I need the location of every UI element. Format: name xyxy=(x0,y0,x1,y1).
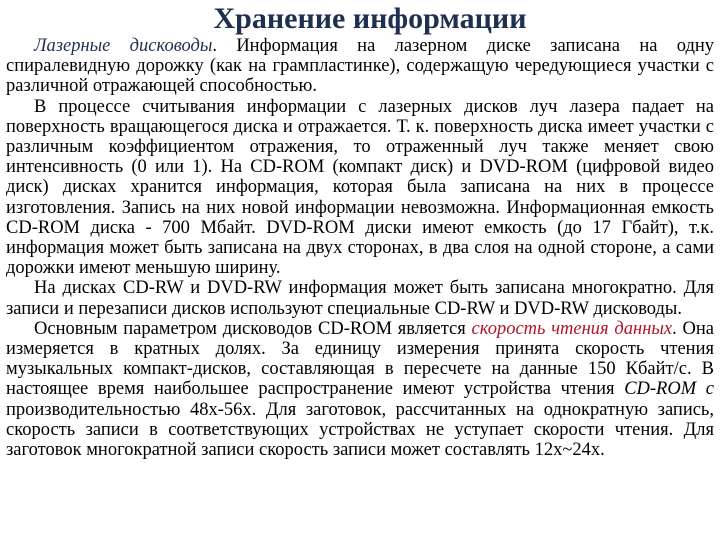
paragraph-text: На дисках CD-RW и DVD-RW информация может быть записана многократно. Для записи и перезаписи дисков используют специальные CD-RW и DVD-RW дисководы. xyxy=(6,278,714,319)
paragraph-laser-drives xyxy=(6,36,714,97)
paragraph-text: производительностью 48х-56х. Для заготовок, рассчитанных на однократную запись, скорость записи в соответствующих устройствах не уступает скорости чтения. Для заготовок многократной записи скорость записи может составлять 12х~24х. xyxy=(6,399,714,461)
paragraph-text: . Информация на лазерном диске записана на одну спиралевидную дорожку (как на грампластинке), содержащую чередующиеся участки с различной отражающей способностью. xyxy=(6,36,715,97)
paragraph-rewritable xyxy=(6,278,714,318)
paragraph-text: В процессе считывания информации с лазерных дисков луч лазера падает на поверхность вращающегося диска и отражается. Т. к. поверхность диска имеет участки с различным коэффициентом отражения, то отраженный луч также меняет свою интенсивность (0 или 1). На CD-ROM (компакт диск) и DVD-ROM (цифровой видео диск) дисках хранится информация, которая была записана на них в процессе изготовления. Запись на них новой информации невозможна. Информационная емкость CD-ROM диска - 700 Мбайт. DVD-ROM диски имеют емкость (до 17 Гбайт), т.к. информация может быть записана на двух сторонах, в два слоя на одной стороне, а сами дорожки имеют меньшую ширину. xyxy=(6,96,714,279)
slide-title: Хранение информации xyxy=(213,2,527,35)
slide-body xyxy=(6,36,714,460)
term-laser-drives: Лазерные дисководы xyxy=(34,36,213,56)
term-cd-rom: CD-ROM с xyxy=(624,379,714,400)
paragraph-reading-process xyxy=(6,97,714,279)
paragraph-text: Основным параметром дисководов CD-ROM является xyxy=(34,318,472,339)
paragraph-text: . Она измеряется в кратных долях. За единицу измерения принята скорость чтения музыкальных компакт-дисков, составляющая в пересчете на данные 150 Кбайт/с. В настоящее время наибольшее распространение имеют устройства чтения xyxy=(6,318,714,400)
term-read-speed: скорость чтения данных xyxy=(471,318,673,339)
paragraph-read-speed xyxy=(6,319,714,460)
